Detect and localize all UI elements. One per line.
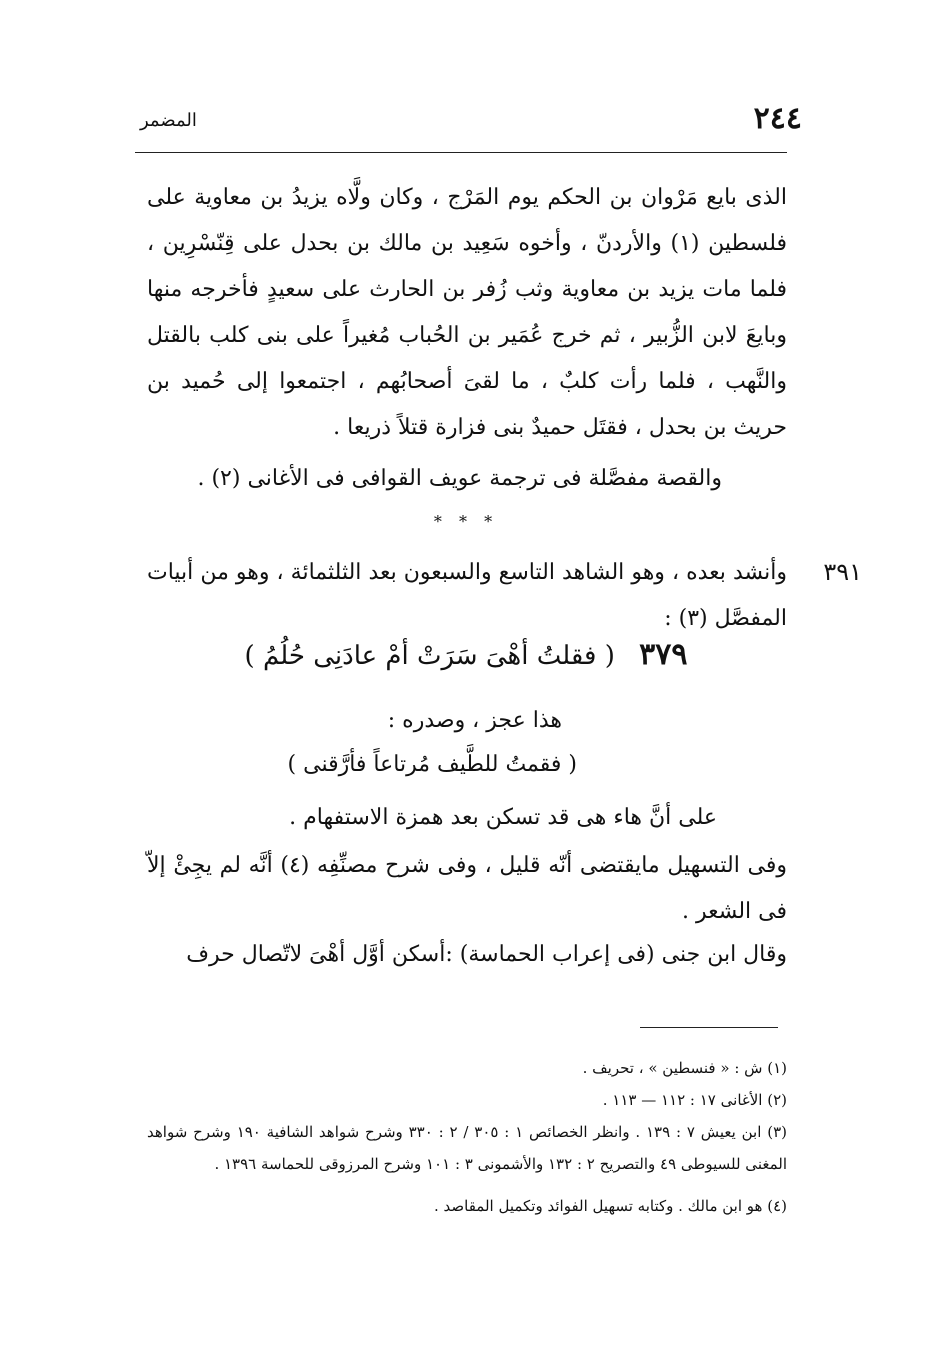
paragraph-tashil: وفى التسهيل مايقتضى أنّه قليل ، وفى شرح مصنِّفِه (٤) أنَّه لم يجِئْ إلاّ فى الشعر .: [147, 853, 787, 924]
paragraph-story-reference: والقصة مفصَّلة فى ترجمة عويف القوافى فى الأغانى (٢) .: [197, 466, 722, 491]
paragraph-ha-sukun: على أنَّ هاء هى قد تسكن بعد همزة الاستفهام .: [289, 805, 717, 830]
entry-number: ٣٩١: [823, 558, 862, 586]
entry-introduction: وأنشد بعده ، وهو الشاهد التاسع والسبعون بعد الثلثمائة ، وهو من أبيات المفصَّل (٣) :: [147, 560, 787, 631]
verse-text: ( فقلتُ أهْىَ سَرَتْ أمْ عادَنِى حُلُمُ ): [244, 641, 615, 671]
footnotes: [147, 1052, 787, 1222]
paragraph-marwan: الذى بايع مَرْوان بن الحكم يوم المَرْج ، وكان ولَّاه يزيدُ بن معاوية على فلسطين (١) والأردنّ ، وأخوه سَعِيد بن مالك بن بحدل على قِنّسْرِين ، فلما مات يزيد بن معاوية وثب زُفر بن الحارث على سعيدٍ فأخرجه منها وبايعَ لابن الزُّبير ، ثم خرج عُمَير بن الحُباب مُغيراً على بنى كلب بالقتل والنَّهب ، فلما رأت كلبٌ ، ما لقىَ أصحابُهم ، اجتمعوا إلى حُميد بن حريث بن بحدل ، فقتَل حميدٌ بنى فزارة قتلاً ذريعا .: [147, 185, 787, 440]
verse-first-half: ( فقمتُ للطَّيف مُرتاعاً فأرَّقنى ): [287, 752, 577, 777]
verse-line: [0, 637, 932, 672]
footnote-divider: [640, 1027, 778, 1028]
verse-number: ٣٧٩: [639, 637, 688, 672]
footnote-2: (٢) الأغانى ١٧ : ١١٢ — ١١٣ .: [602, 1091, 787, 1109]
paragraph-ibn-jinni: وقال ابن جنى (فى إعراب الحماسة) :أسكن أوَّل أهْىَ لاتّصال حرف: [186, 942, 787, 967]
page-number: ٢٤٤: [753, 101, 802, 136]
header-divider: [135, 152, 787, 153]
footnote-3: (٣) ابن يعيش ٧ : ١٣٩ . وانظر الخصائص ١ : ٣٠٥ / ٢ : ٣٣٠ وشرح شواهد الشافية ١٩٠ وشرح شواهد المغنى للسيوطى ٤٩ والتصريح ٢ : ١٣٢ والأشمونى ٣ : ١٠١ وشرح المرزوقى للحماسة ١٣٩٦ .: [147, 1123, 787, 1173]
footnote-4: (٤) هو ابن مالك . وكتابه تسهيل الفوائد وتكميل المقاصد .: [433, 1197, 787, 1215]
running-title: المضمر: [140, 110, 197, 131]
section-separator: * * *: [433, 512, 499, 531]
footnote-1: (١) ش : « فنسطين » ، تحريف .: [582, 1059, 787, 1077]
verse-comment: هذا عجز ، وصدره :: [387, 708, 562, 733]
